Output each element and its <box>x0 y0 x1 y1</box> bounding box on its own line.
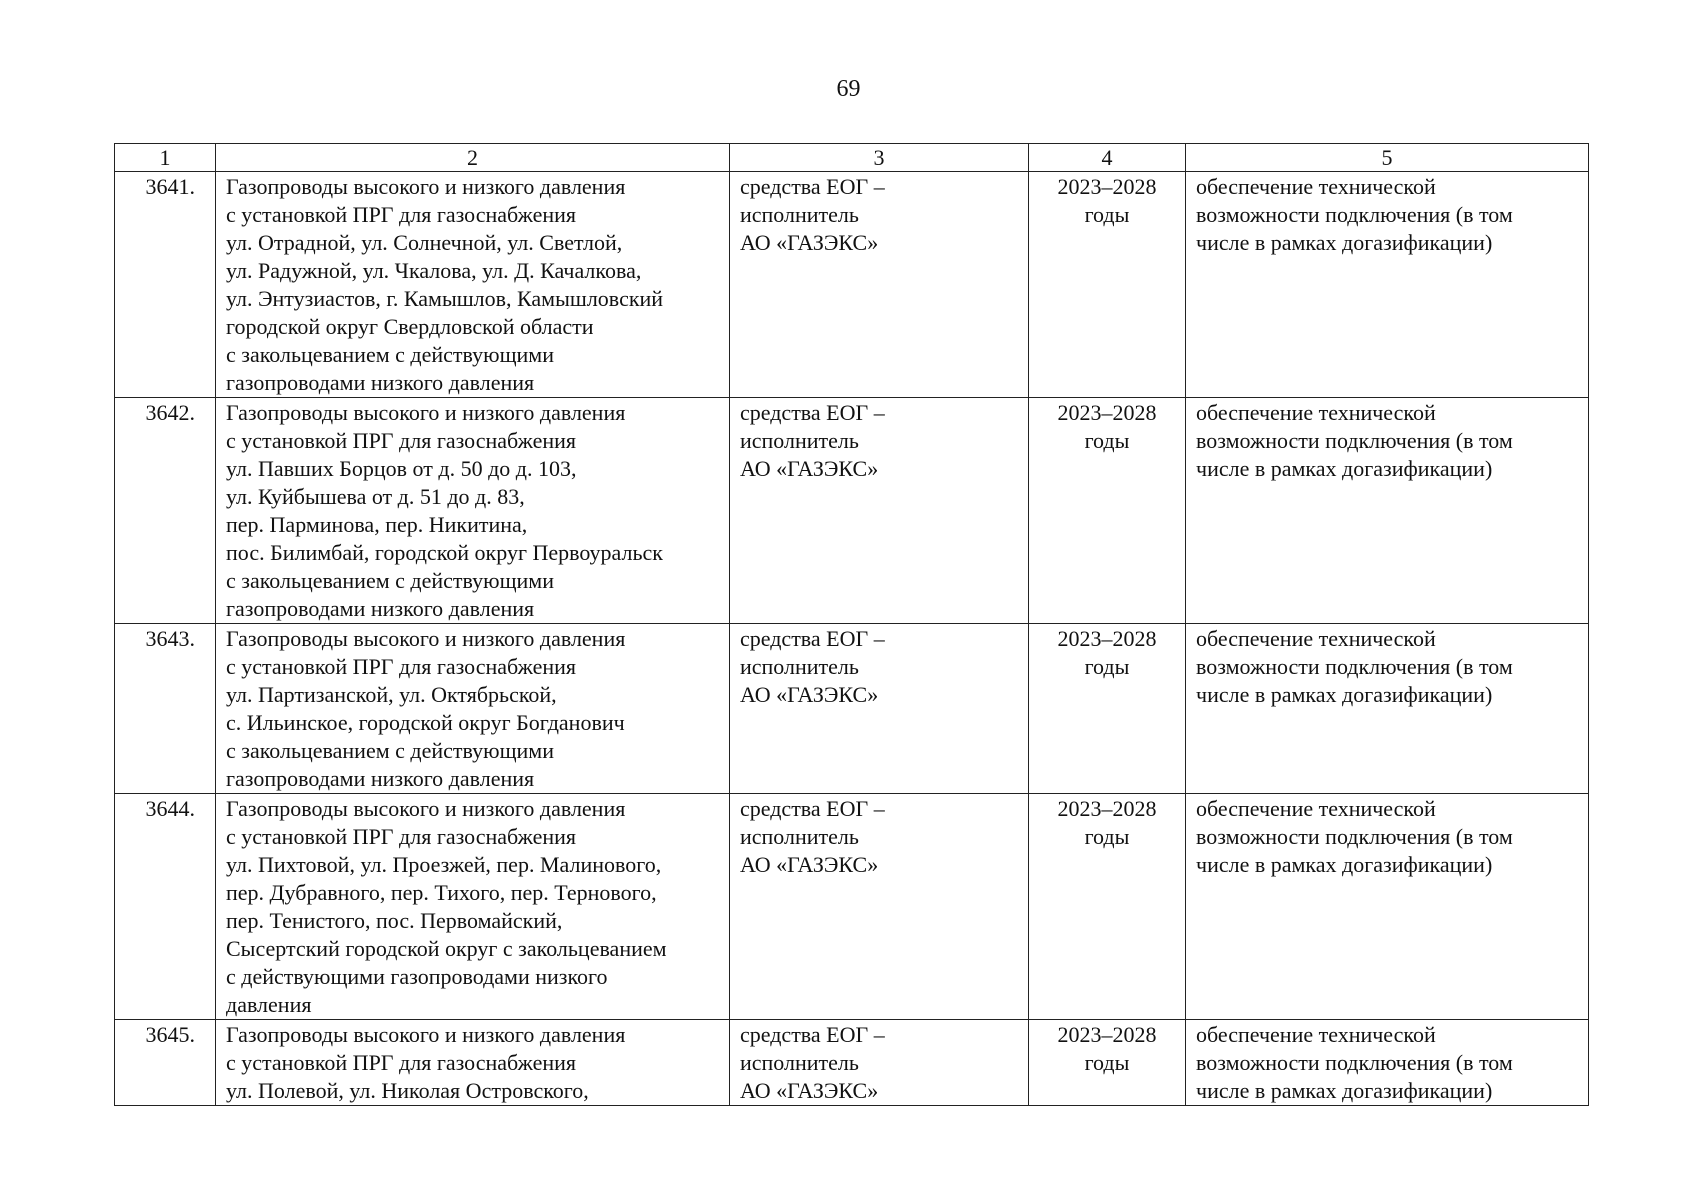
funding-source: средства ЕОГ – исполнитель АО «ГАЗЭКС» <box>730 1020 1029 1106</box>
purpose-description: обеспечение технической возможности подключения (в том числе в рамках догазификации) <box>1186 624 1589 794</box>
object-description: Газопроводы высокого и низкого давления с установкой ПРГ для газоснабжения ул. Партизанской, ул. Октябрьской, с. Ильинское, городской округ Богданович с закольцеванием с действующими газопроводами низкого давления <box>216 624 730 794</box>
column-header-purpose: 5 <box>1186 144 1589 172</box>
funding-source: средства ЕОГ – исполнитель АО «ГАЗЭКС» <box>730 624 1029 794</box>
object-description: Газопроводы высокого и низкого давления с установкой ПРГ для газоснабжения ул. Павших Борцов от д. 50 до д. 103, ул. Куйбышева от д. 51 до д. 83, пер. Парминова, пер. Никитина, пос. Билимбай, городской округ Первоуральск с закольцеванием с действующими газопроводами низкого давления <box>216 398 730 624</box>
purpose-description: обеспечение технической возможности подключения (в том числе в рамках догазификации) <box>1186 398 1589 624</box>
implementation-period: 2023–2028 годы <box>1029 172 1186 398</box>
funding-source: средства ЕОГ – исполнитель АО «ГАЗЭКС» <box>730 794 1029 1020</box>
object-description: Газопроводы высокого и низкого давления с установкой ПРГ для газоснабжения ул. Пихтовой, ул. Проезжей, пер. Малинового, пер. Дубравного, пер. Тихого, пер. Тернового, пер. Тенистого, пос. Первомайский, Сысертский городской округ с закольцеванием с действующими газопроводами низкого давления <box>216 794 730 1020</box>
row-number: 3643. <box>115 624 216 794</box>
purpose-description: обеспечение технической возможности подключения (в том числе в рамках догазификации) <box>1186 794 1589 1020</box>
implementation-period: 2023–2028 годы <box>1029 624 1186 794</box>
row-number: 3641. <box>115 172 216 398</box>
table-header-row <box>115 144 1589 172</box>
page-number: 69 <box>836 76 861 102</box>
row-number: 3642. <box>115 398 216 624</box>
row-number: 3644. <box>115 794 216 1020</box>
implementation-period: 2023–2028 годы <box>1029 794 1186 1020</box>
column-header-object: 2 <box>216 144 730 172</box>
table-row <box>115 398 1589 624</box>
funding-source: средства ЕОГ – исполнитель АО «ГАЗЭКС» <box>730 172 1029 398</box>
table-row <box>115 1020 1589 1106</box>
column-header-source: 3 <box>730 144 1029 172</box>
funding-source: средства ЕОГ – исполнитель АО «ГАЗЭКС» <box>730 398 1029 624</box>
row-number: 3645. <box>115 1020 216 1106</box>
implementation-period: 2023–2028 годы <box>1029 1020 1186 1106</box>
table-row <box>115 624 1589 794</box>
object-description: Газопроводы высокого и низкого давления с установкой ПРГ для газоснабжения ул. Полевой, ул. Николая Островского, <box>216 1020 730 1106</box>
purpose-description: обеспечение технической возможности подключения (в том числе в рамках догазификации) <box>1186 172 1589 398</box>
column-header-period: 4 <box>1029 144 1186 172</box>
implementation-period: 2023–2028 годы <box>1029 398 1186 624</box>
column-header-number: 1 <box>115 144 216 172</box>
projects-table <box>114 143 1589 1106</box>
table-row <box>115 172 1589 398</box>
table-row <box>115 794 1589 1020</box>
purpose-description: обеспечение технической возможности подключения (в том числе в рамках догазификации) <box>1186 1020 1589 1106</box>
object-description: Газопроводы высокого и низкого давления с установкой ПРГ для газоснабжения ул. Отрадной, ул. Солнечной, ул. Светлой, ул. Радужной, ул. Чкалова, ул. Д. Качалкова, ул. Энтузиастов, г. Камышлов, Камышловский городской округ Свердловской области с закольцеванием с действующими газопроводами низкого давления <box>216 172 730 398</box>
